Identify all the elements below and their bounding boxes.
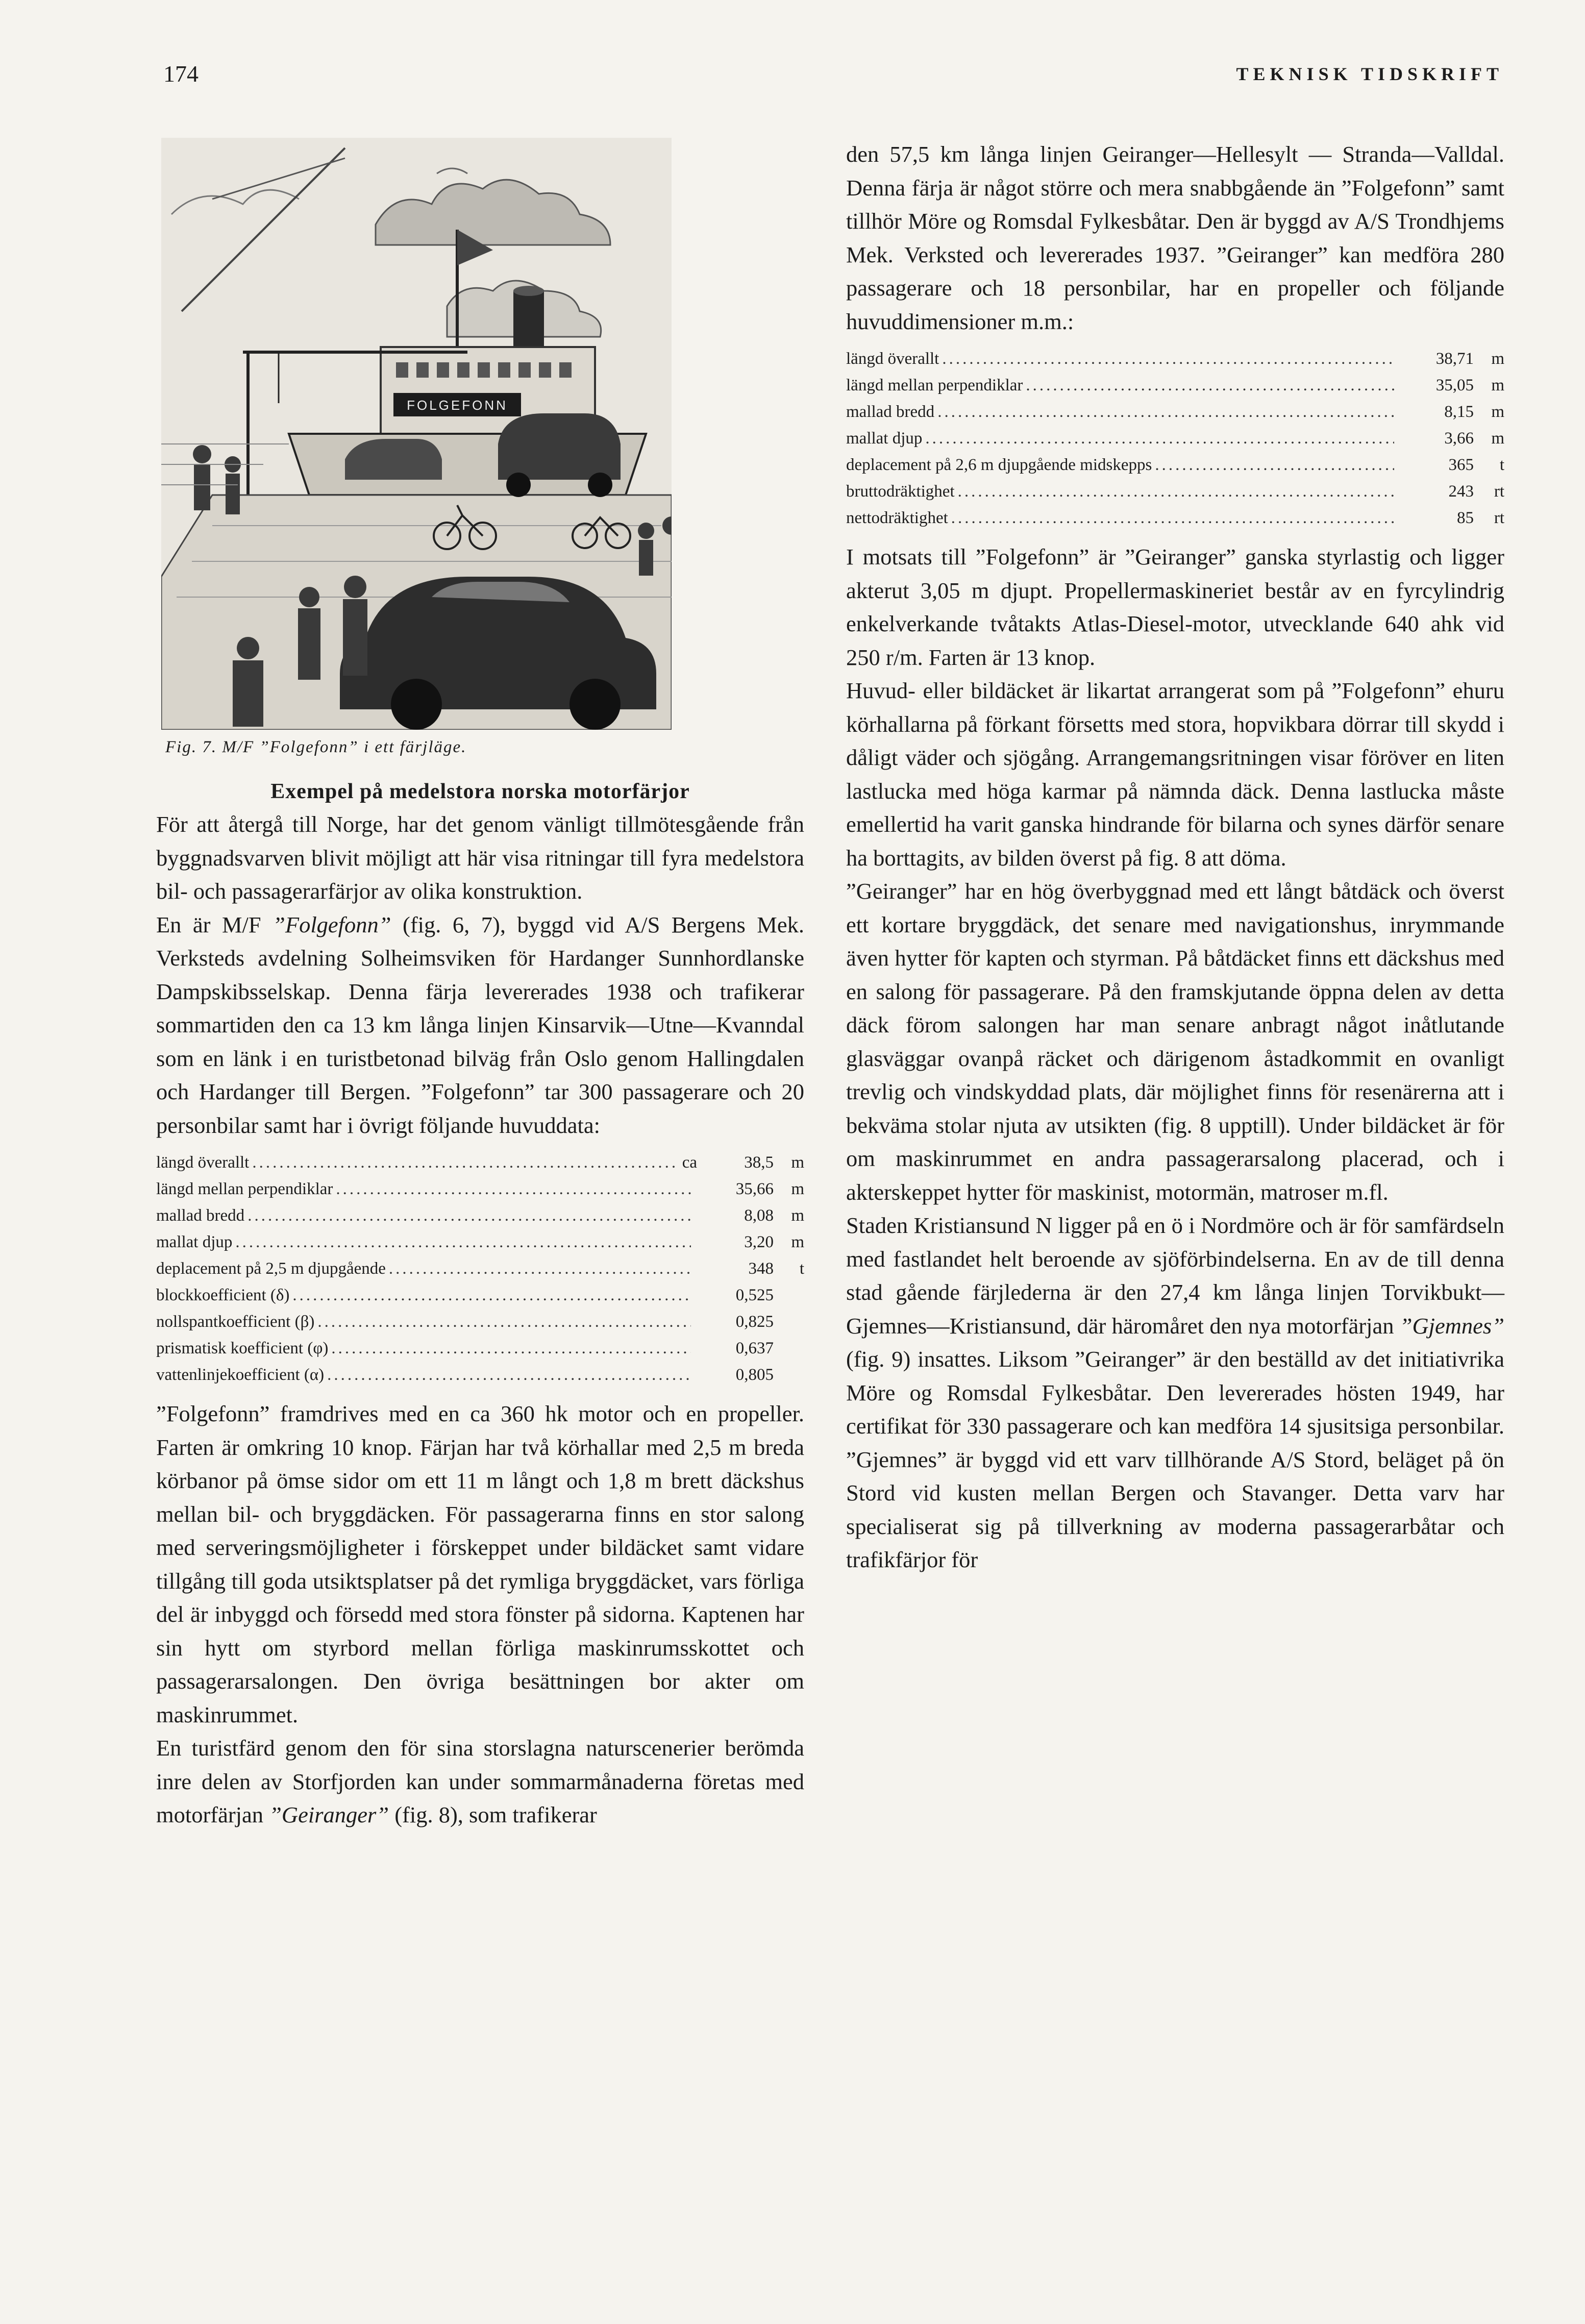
table-row: längd överallt ..... ca 38,5 m — [156, 1149, 804, 1176]
table-row: längd mellan perpendiklar ..... 35,05 m — [846, 372, 1504, 399]
table-row: mallat djup ..... 3,66 m — [846, 425, 1504, 452]
table-row: mallat djup ..... 3,20 m — [156, 1229, 804, 1255]
table-row: deplacement på 2,5 m djupgående ..... 348 t — [156, 1255, 804, 1282]
paragraph: ”Geiranger” har en hög överbyggnad med ett långt båtdäck och överst ett kortare bryggdäck, det senare med navigationshus, inrymmande även hytter för kapten och styrman. På båtdäcket finns ett däckshus med en salong för passagerare. På den framskjutande öppna delen av detta däck förom salongen har man senare anbragt något inåtlutande glasväggar ovanpå räcket och därigenom åstadkommit en ovanligt trevlig och vindskyddad plats, där möjlighet finns för resenärerna att i bekväma stolar njuta av utsikten (fig. 8 upptill). Under bildäcket är för om maskinrummet en andra passagerarsalong placerad, och i akterskeppet hytter för maskinist, motormän, matroser m.fl. — [846, 878, 1504, 1205]
paragraph: För att återgå till Norge, har det genom vänligt tillmötesgående från byggnadsvarven blivit möjligt att här visa ritningar till fyra medelstora bil- och passagerarfärjor av olika konstruktion. — [156, 811, 804, 904]
table-row: nollspantkoefficient (β) ..... 0,825 — [156, 1308, 804, 1335]
table-row: blockkoefficient (δ) ..... 0,525 — [156, 1282, 804, 1308]
geiranger-data-table — [846, 345, 1504, 531]
paragraph: En turistfärd genom den för sina storslagna naturscenerier berömda inre delen av Storfjorden kan under sommarmånaderna företas med motorfärjan ”Geiranger” (fig. 8), som trafikerar — [156, 1735, 804, 1827]
paragraph: den 57,5 km långa linjen Geiranger—Hellesylt — Stranda—Valldal. Denna färja är något större och mera snabbgående än ”Folgefonn” samt tillhör Möre og Romsdal Fylkesbåtar. Den är byggd av A/S Trondhjems Mek. Verksted och levererades 1937. ”Geiranger” kan medföra 280 passagerare och 18 personbilar, har en propeller och följande huvuddimensioner m.m.: — [846, 141, 1504, 334]
table-row: längd mellan perpendiklar ..... 35,66 m — [156, 1176, 804, 1202]
table-row: mallad bredd ..... 8,08 m — [156, 1202, 804, 1229]
ferry-illustration — [161, 138, 672, 730]
page-number: 174 — [163, 61, 199, 87]
folgefonn-data-table — [156, 1149, 804, 1388]
table-row: längd överallt ..... 38,71 m — [846, 345, 1504, 372]
table-row: nettodräktighet ..... 85 rt — [846, 505, 1504, 531]
page-header — [163, 60, 1503, 101]
paragraph: Huvud- eller bildäcket är likartat arrangerat som på ”Folgefonn” ehuru körhallarna på förkant försetts med stora, hopvikbara dörrar till skydd i dåligt väder och sjögång. Arrangemangsritningen visar föröver en liten lastlucka med höga karmar på nämnda däck. Denna lastlucka måste emellertid ha varit ganska hindrande för bilarna och synes därför senare ha borttagits, av bilden överst på fig. 8 att döma. — [846, 678, 1504, 871]
table-row: deplacement på 2,6 m djupgående midskepps ..... 365 t — [846, 452, 1504, 478]
table-row: mallad bredd ..... 8,15 m — [846, 399, 1504, 425]
table-row: prismatisk koefficient (φ) ..... 0,637 — [156, 1335, 804, 1362]
journal-title: TEKNISK TIDSKRIFT — [1236, 64, 1503, 84]
paragraph: En är M/F ”Folgefonn” (fig. 6, 7), byggd vid A/S Bergens Mek. Verksteds avdelning Solheimsviken för Hardanger Sunnhordlanske Dampskibsselskap. Denna färja levererades 1938 och trafikerar sommartiden den ca 13 km långa linjen Kinsarvik—Utne—Kvanndal som en länk i en turistbetonad bilväg från Oslo genom Hallingdalen och Hardanger till Bergen. ”Folgefonn” tar 300 passagerare och 20 personbilar samt har i övrigt följande huvuddata: — [156, 911, 804, 1138]
right-column — [846, 138, 1504, 1577]
sign-text: FOLGEFONN — [407, 398, 508, 413]
paragraph: I motsats till ”Folgefonn” är ”Geiranger” ganska styrlastig och ligger akterut 3,05 m djupt. Propellermaskineriet består av en fyrcylindrig enkelverkande tvåtakts Atlas-Diesel-motor, utvecklande 640 ahk vid 250 r/m. Farten är 13 knop. — [846, 544, 1504, 670]
table-row: bruttodräktighet ..... 243 rt — [846, 478, 1504, 505]
table-row: vattenlinjekoefficient (α) ..... 0,805 — [156, 1362, 804, 1388]
figure-caption: Fig. 7. M/F ”Folgefonn” i ett färjläge. — [165, 738, 467, 756]
paragraph: ”Folgefonn” framdrives med en ca 360 hk motor och en propeller. Farten är omkring 10 knop. Färjan har två körhallar med 2,5 m breda körbanor på ömse sidor om ett 11 m långt och 1,8 m brett däckshus mellan bil- och bryggdäcken. För passagerarna finns en stor salong med serveringsmöjligheter i förskeppet under bildäcket samt vidare tillgång till goda utsiktsplatser på det rymliga bryggdäcket, vars förliga del är inbyggd och försedd med stora fönster på sidorna. Kaptenen har sin hytt om styrbord mellan förliga maskinrumsskottet och passagerarsalongen. Den övriga besättningen bor akter om maskinrummet. — [156, 1401, 804, 1727]
section-heading: Exempel på medelstora norska motorfärjor — [270, 780, 690, 803]
paragraph: Staden Kristiansund N ligger på en ö i Nordmöre och är för samfärdseln med fastlandet helt beroende av sjöförbindelserna. En av de till denna stad gående färjlederna är den 27,4 km långa linjen Torvikbukt—Gjemnes—Kristiansund, där häromåret den nya motorfärjan ”Gjemnes” (fig. 9) insattes. Liksom ”Geiranger” är den beställd av det initiativrika Möre og Romsdal Fylkesbåtar. Den levererades hösten 1949, har certifikat för 330 passagerare och kan medföra 14 sjusitsiga personbilar. ”Gjemnes” är byggd vid ett varv tillhörande A/S Stord, beläget på ön Stord vid kusten mellan Bergen och Stavanger. Detta varv har specialiserat sig på tillverkning av moderna passagerarbåtar och trafikfärjor för — [846, 1213, 1504, 1572]
left-column — [156, 138, 804, 1832]
ferry-sketch — [161, 138, 672, 730]
